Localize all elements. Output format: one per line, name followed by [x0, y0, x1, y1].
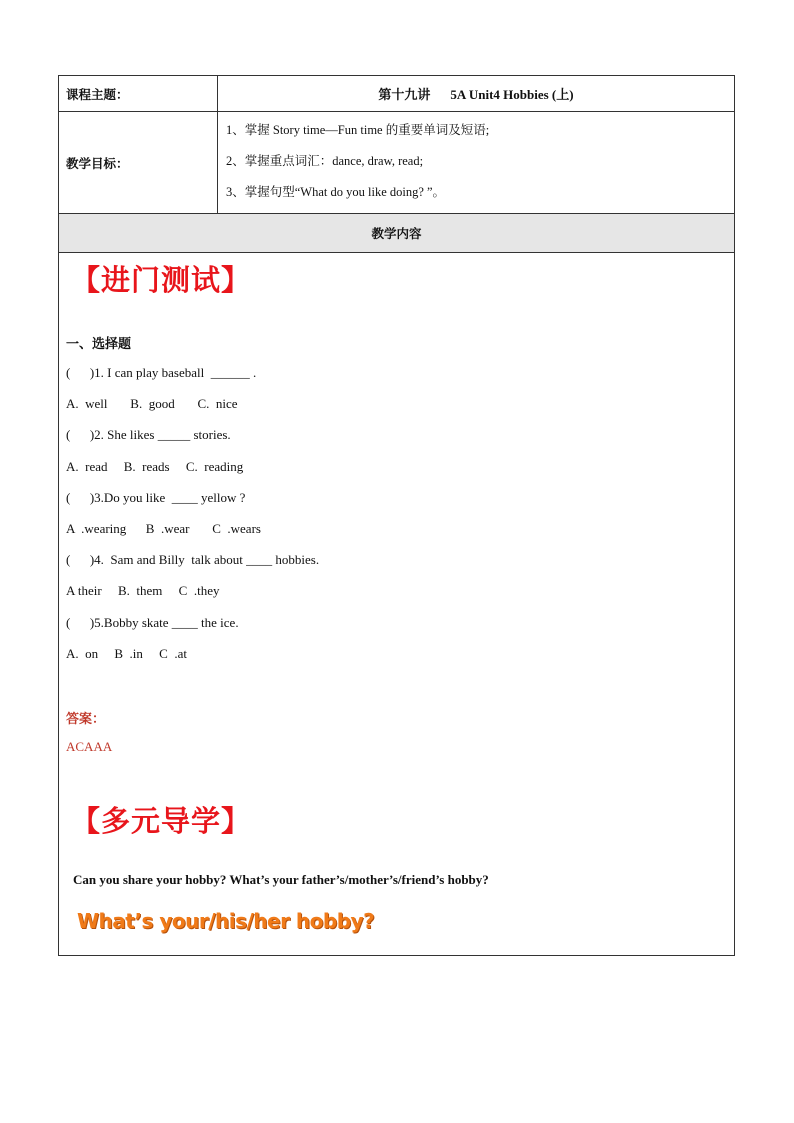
- lesson-title: 5A Unit4 Hobbies (上): [450, 87, 574, 102]
- guide-title: 【多元导学】: [71, 804, 252, 838]
- content-header: 教学内容: [371, 227, 422, 241]
- answer-value: ACAAA: [66, 739, 113, 754]
- topic-label: 课程主题：: [59, 76, 218, 111]
- content-body: [59, 253, 734, 955]
- lesson-sheet: [58, 75, 735, 956]
- question-options: A .wearing B .wear C .wears: [66, 521, 261, 536]
- question-stem: ( )2. She likes _____ stories.: [66, 427, 231, 442]
- goals-list: [218, 112, 734, 213]
- question-stem: ( )1. I can play baseball ______ .: [66, 365, 257, 380]
- goals-label: 教学目标：: [59, 112, 218, 213]
- goal-item: 1、掌握 Story time—Fun time 的重要单词及短语;: [226, 123, 490, 137]
- goal-item: 3、掌握句型“What do you like doing? ”。: [226, 185, 446, 199]
- hobby-wordart: What’s your/his/her hobby?: [77, 909, 375, 933]
- question-stem: ( )3.Do you like ____ yellow ?: [66, 490, 246, 505]
- goals-row: [59, 112, 734, 214]
- question-section-heading: 一、选择题: [66, 336, 132, 351]
- entry-test-title: 【进门测试】: [71, 263, 252, 297]
- question-stem: ( )4. Sam and Billy talk about ____ hobbies.: [66, 552, 320, 567]
- lecture-number: 第十九讲: [378, 87, 431, 102]
- goal-item: 2、掌握重点词汇：dance, draw, read;: [226, 154, 424, 168]
- answer-label: 答案：: [66, 711, 106, 726]
- question-options: A. on B .in C .at: [66, 646, 187, 661]
- question-options: A. well B. good C. nice: [66, 396, 238, 411]
- question-stem: ( )5.Bobby skate ____ the ice.: [66, 615, 239, 630]
- topic-value: [218, 76, 734, 111]
- question-options: A their B. them C .they: [66, 583, 220, 598]
- content-header-row: [59, 214, 734, 253]
- guide-prompt: Can you share your hobby? What’s your father’s/mother’s/friend’s hobby?: [73, 872, 489, 887]
- topic-row: [59, 76, 734, 112]
- question-options: A. read B. reads C. reading: [66, 459, 244, 474]
